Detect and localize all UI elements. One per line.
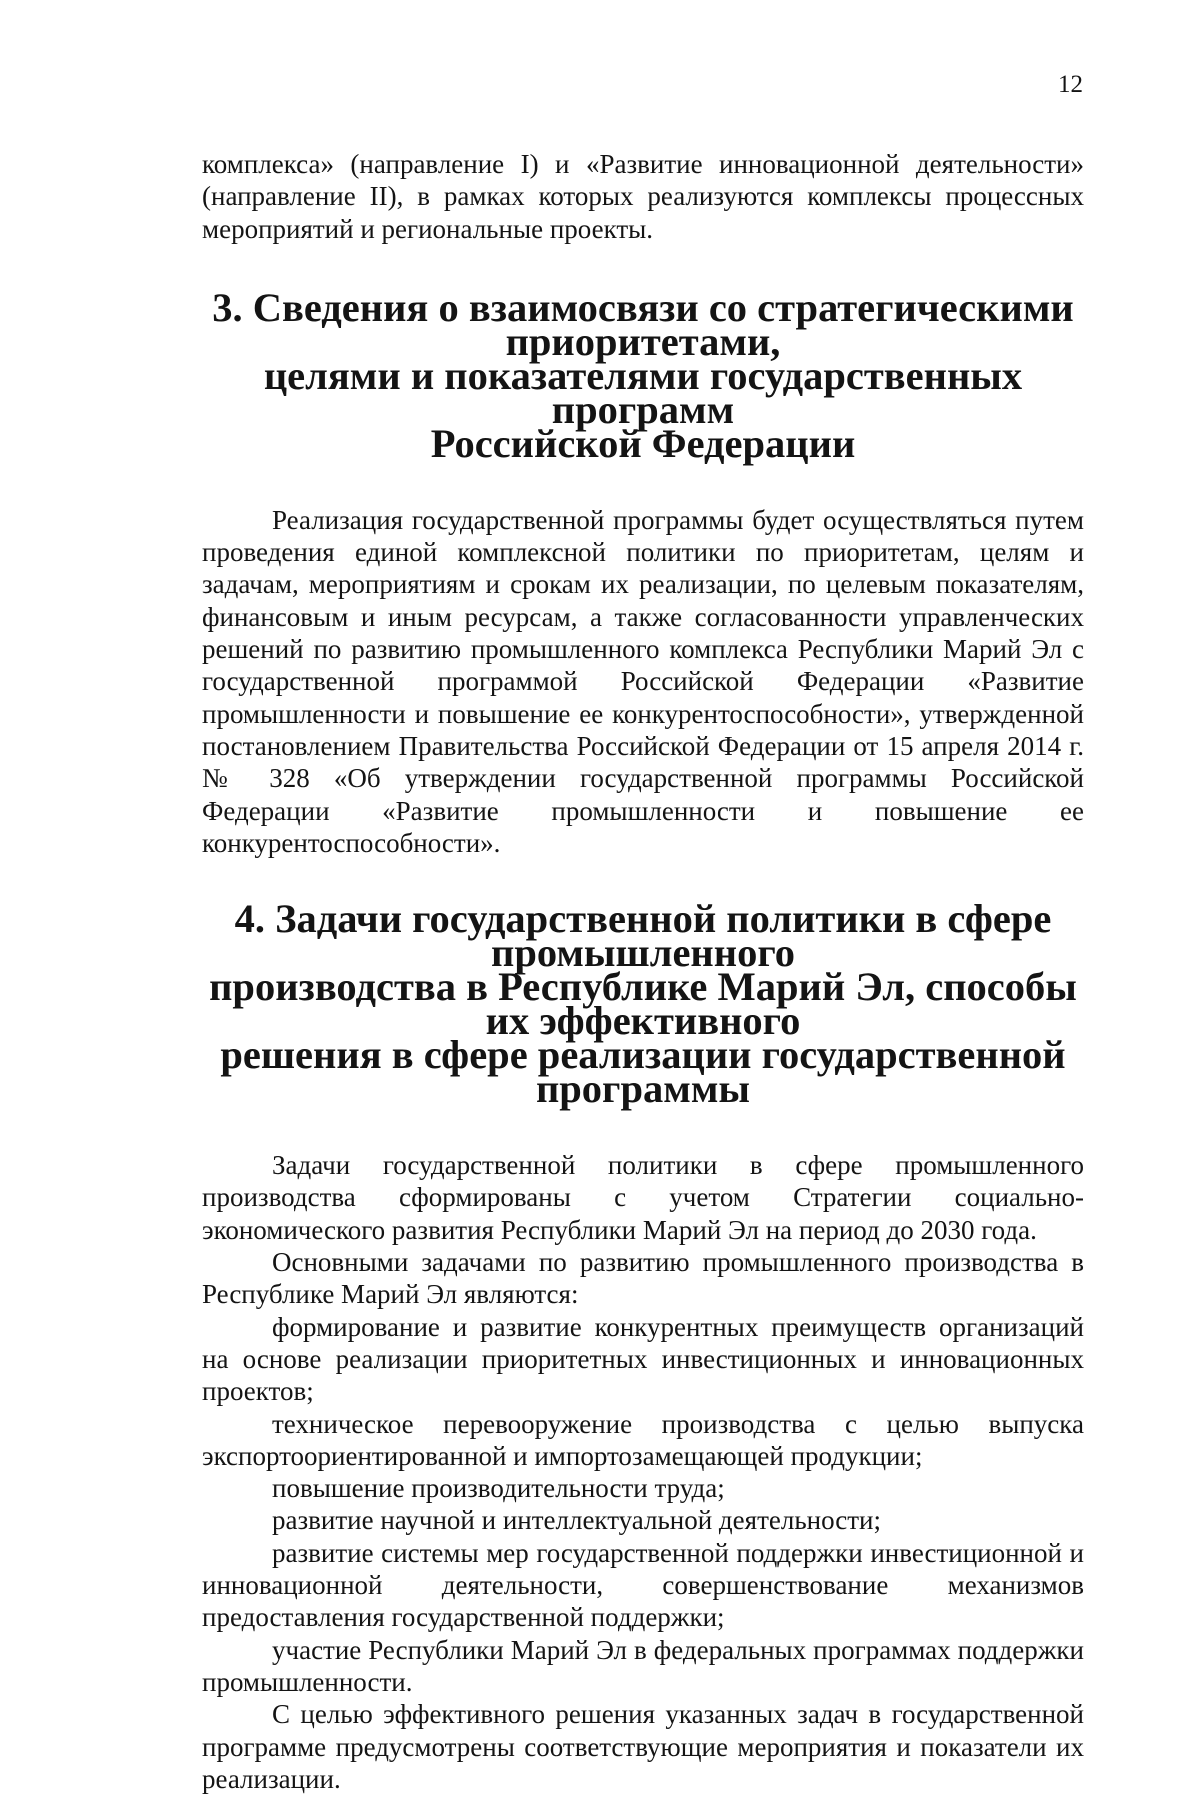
section-4-heading-line: решения в сфере реализации государственной программы (220, 1032, 1066, 1112)
section-4-heading-line: производства в Республике Марий Эл, способы их эффективного (209, 964, 1077, 1044)
section-4-closing-paragraph: С целью эффективного решения указанных задач в государственной программе предусмотрены соответствующие мероприятия и показатели их реализации. (202, 1699, 1084, 1794)
section-3-heading-line: целями и показателями государственных программ (263, 352, 1023, 432)
task-list-item: развитие научной и интеллектуальной деятельности; (272, 1505, 882, 1536)
section-3-paragraph: Реализация государственной программы будет осуществляться путем проведения единой комплексной политики по приоритетам, целям и задачам, мероприятиям и срокам их реализации, по целевым показателям, финансовым и иным ресурсам, а также согласованности управленческих решений по развитию промышленного комплекса Республики Марий Эл с государственной программой Российской Федерации «Развитие промышленности и повышение ее конкурентоспособности», утвержденной постановлением Правительства Российской Федерации от 15 апреля 2014 г. № 328 «Об утверждении государственной программы Российской Федерации «Развитие промышленности и повышение ее конкурентоспособности». (202, 504, 1084, 858)
task-list-item: техническое перевооружение производства с целью выпуска экспортоориентированной и импортозамещающей продукции; (202, 1408, 1084, 1471)
section-3-heading-line: Российской Федерации (430, 420, 856, 466)
document-body (202, 148, 1084, 1795)
intro-paragraph: комплекса» (направление I) и «Развитие инновационной деятельности» (направление II), в рамках которых реализуются комплексы процессных мероприятий и региональные проекты. (202, 149, 1084, 244)
section-4-paragraph: Задачи государственной политики в сфере промышленного производства сформированы с учетом Стратегии социально-экономического развития Республики Марий Эл на период до 2030 года. (202, 1150, 1084, 1245)
page-number: 12 (1058, 71, 1083, 98)
section-3-heading (202, 284, 1084, 466)
section-3-heading-line: 3. Сведения о взаимосвязи со стратегическими приоритетами, (212, 284, 1074, 364)
task-list-item: повышение производительности труда; (272, 1473, 725, 1504)
section-4-heading-line: 4. Задачи государственной политики в сфере промышленного (234, 896, 1052, 976)
task-list-item: участие Республики Марий Эл в федеральных программах поддержки промышленности. (202, 1634, 1084, 1697)
section-4-paragraph: Основными задачами по развитию промышленного производства в Республике Марий Эл являются: (202, 1247, 1084, 1310)
section-4-heading (202, 896, 1084, 1112)
task-list-item: формирование и развитие конкурентных преимуществ организаций на основе реализации приоритетных инвестиционных и инновационных проектов; (202, 1311, 1084, 1407)
task-list-item: развитие системы мер государственной поддержки инвестиционной и инновационной деятельности, совершенствование механизмов предоставления государственной поддержки; (202, 1537, 1084, 1633)
